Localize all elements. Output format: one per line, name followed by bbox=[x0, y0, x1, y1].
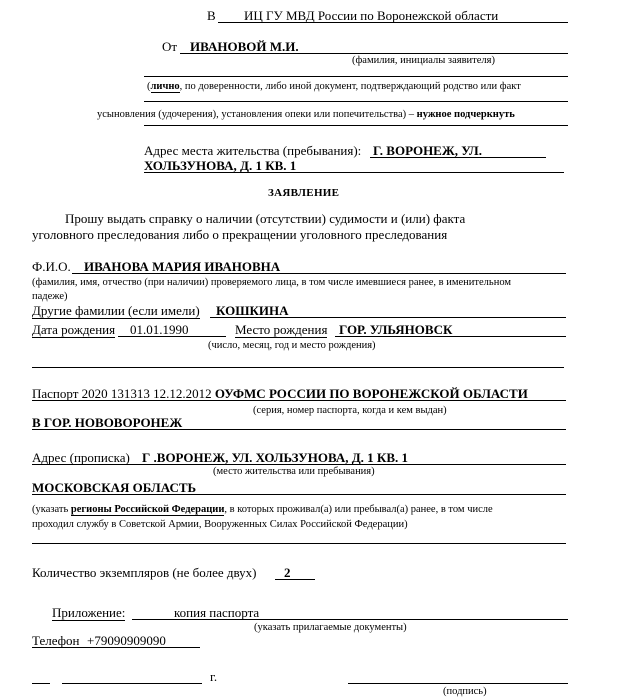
basis-line-2 bbox=[97, 108, 515, 121]
attachment-value: копия паспорта bbox=[174, 605, 260, 620]
regions-line-2: проходил службу в Советской Армии, Вооруженных Силах Российской Федерации) bbox=[32, 519, 408, 530]
address-value-1: Г. ВОРОНЕЖ, УЛ. bbox=[373, 143, 482, 158]
from-prefix: От bbox=[162, 39, 178, 54]
registration-label: Адрес (прописка) bbox=[32, 450, 130, 465]
birth-hint: (число, месяц, год и место рождения) bbox=[208, 340, 376, 351]
dob-value: 01.01.1990 bbox=[130, 322, 189, 337]
passport-issuer: ОУФМС РОССИИ ПО ВОРОНЕЖСКОЙ ОБЛАСТИ bbox=[214, 386, 528, 401]
year-suffix: г. bbox=[210, 669, 218, 684]
other-names-label: Другие фамилии (если имели) bbox=[32, 303, 200, 318]
passport-line-1 bbox=[32, 386, 528, 401]
passport-hint: (серия, номер паспорта, когда и кем выдан) bbox=[253, 405, 447, 416]
registration-hint: (место жительства или пребывания) bbox=[213, 466, 375, 477]
fio-label: Ф.И.О. bbox=[32, 259, 71, 274]
attachment-hint: (указать прилагаемые документы) bbox=[254, 622, 407, 633]
address-line-2 bbox=[144, 172, 564, 173]
request-line-2: уголовного преследования либо о прекращении уголовного преследования bbox=[32, 227, 448, 242]
regions-line-1 bbox=[32, 503, 493, 516]
phone-label: Телефон bbox=[32, 633, 80, 648]
request-line-1: Прошу выдать справку о наличии (отсутствии) судимости и (или) факта bbox=[65, 211, 466, 226]
registration-line-2 bbox=[32, 494, 566, 495]
registration-value-1: Г .ВОРОНЕЖ, УЛ. ХОЛЬЗУНОВА, Д. 1 КВ. 1 bbox=[142, 450, 408, 465]
applicant-line-2 bbox=[144, 76, 568, 77]
regions-pre: (указать bbox=[32, 504, 71, 515]
applicant-hint: (фамилия, инициалы заявителя) bbox=[352, 55, 495, 66]
fio-hint-1: (фамилия, имя, отчество (при наличии) проверяемого лица, в том числе имевшиеся ранее, в именительном bbox=[32, 277, 512, 288]
passport-line bbox=[32, 400, 566, 401]
addressee-value: ИЦ ГУ МВД России по Воронежской области bbox=[244, 8, 499, 23]
address-value-2: ХОЛЬЗУНОВА, Д. 1 КВ. 1 bbox=[144, 158, 297, 173]
basis-bold: лично bbox=[150, 81, 180, 92]
basis-line-rule-2 bbox=[144, 125, 568, 126]
basis-note: нужное подчеркнуть bbox=[416, 109, 515, 120]
regions-bold: регионы Российской Федерации bbox=[70, 504, 225, 515]
attachment-label: Приложение: bbox=[52, 605, 126, 620]
document-title: ЗАЯВЛЕНИЕ bbox=[268, 187, 340, 199]
basis-line-rule bbox=[144, 101, 568, 102]
addressee-prefix: В bbox=[207, 8, 216, 23]
copies-line bbox=[275, 579, 315, 580]
pob-value: ГОР. УЛЬЯНОВСК bbox=[339, 322, 453, 337]
other-names-value: КОШКИНА bbox=[216, 303, 289, 318]
passport-value-2: В ГОР. НОВОВОРОНЕЖ bbox=[32, 415, 183, 430]
copies-label: Количество экземпляров (не более двух) bbox=[32, 565, 257, 580]
phone-value: +79090909090 bbox=[87, 633, 166, 648]
address-label: Адрес места жительства (пребывания): bbox=[144, 143, 362, 158]
date-month-line bbox=[62, 683, 202, 684]
basis-line-1: (лично, по доверенности, либо иной документ, подтверждающий родство или факт bbox=[147, 81, 521, 92]
applicant-name: ИВАНОВОЙ М.И. bbox=[190, 39, 299, 54]
passport-label: Паспорт bbox=[32, 386, 79, 401]
copies-value: 2 bbox=[284, 565, 291, 580]
dob-label: Дата рождения bbox=[32, 322, 116, 337]
pob-label: Место рождения bbox=[235, 322, 328, 337]
signature-line bbox=[348, 683, 568, 684]
registration-value-2: МОСКОВСКАЯ ОБЛАСТЬ bbox=[32, 480, 197, 495]
regions-extra-line bbox=[32, 543, 566, 544]
passport-line-2 bbox=[32, 429, 566, 430]
fio-value: ИВАНОВА МАРИЯ ИВАНОВНА bbox=[84, 259, 281, 274]
passport-number: 2020 131313 12.12.2012 bbox=[81, 386, 212, 401]
basis-text-2: усыновления (удочерения), установления опеки или попечительства) – bbox=[97, 109, 415, 120]
birth-extra-line bbox=[32, 367, 564, 368]
signature-hint: (подпись) bbox=[443, 686, 487, 697]
basis-text-1: , по доверенности, либо иной документ, подтверждающий родство или факт bbox=[179, 81, 521, 92]
regions-post: , в которых проживал(а) или пребывал(а) ранее, в том числе bbox=[224, 504, 493, 515]
fio-hint-2: падеже) bbox=[32, 291, 68, 302]
date-day-line bbox=[32, 683, 50, 684]
